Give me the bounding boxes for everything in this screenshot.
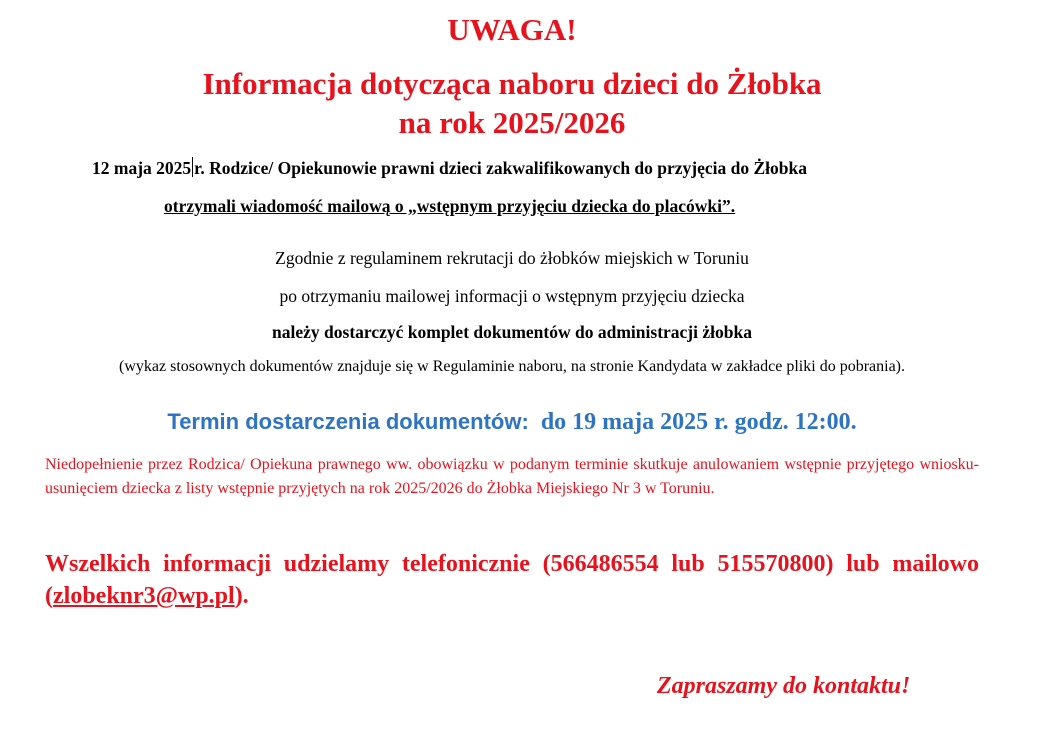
text-cursor (192, 157, 193, 177)
email-link[interactable]: zlobeknr3@wp.pl (53, 583, 235, 609)
warning-text: Niedopełnienie przez Rodzica/ Opiekuna prawnego ww. obowiązku w podanym terminie skutkuje anulowaniem wstępnie przyjętego wniosku- usunięciem dziecka z listy wstępnie przyjętych na rok 2025/2026 do Żłobka Miejskiego Nr 3 w Toruniu. (45, 456, 979, 497)
page-title (0, 64, 1024, 142)
notice-line-1-text: r. Rodzice/ Opiekunowie prawni dzieci zakwalifikowanych do przyjęcia do Żłobka (194, 158, 808, 178)
deadline-value: do 19 maja 2025 r. godz. 12:00. (540, 409, 857, 435)
regulation-line-2: po otrzymaniu mailowej informacji o wstępnym przyjęciu dziecka (279, 286, 745, 306)
deadline-label: Termin dostarczenia dokumentów: (167, 409, 529, 434)
contact-info (45, 548, 979, 612)
closing-text: Zapraszamy do kontaktu! (657, 673, 911, 699)
title-line-2: na rok 2025/2026 (398, 105, 626, 140)
notice-line-1 (92, 156, 807, 180)
title-line-1: Informacja dotycząca naboru dzieci do Żłobka (202, 66, 822, 101)
regulation-note: (wykaz stosownych dokumentów znajduje się w Regulaminie naboru, na stronie Kandydata w zakładce pliki do pobrania). (119, 358, 905, 375)
contact-text-end: ). (234, 583, 249, 609)
regulation-line-1: Zgodnie z regulaminem rekrutacji do żłobków miejskich w Toruniu (275, 248, 749, 268)
deadline (0, 406, 1024, 438)
alert-heading: UWAGA! (447, 12, 577, 47)
notice-date: 12 maja 2025 (92, 158, 192, 178)
contact-text: Wszelkich informacji udzielamy telefonicznie (566486554 lub 515570800) lub mailowo ( (45, 551, 979, 609)
notice-line-2: otrzymali wiadomość mailową o „wstępnym przyjęciu dziecka do placówki”. (164, 196, 736, 216)
regulation-line-3: należy dostarczyć komplet dokumentów do administracji żłobka (272, 322, 752, 342)
